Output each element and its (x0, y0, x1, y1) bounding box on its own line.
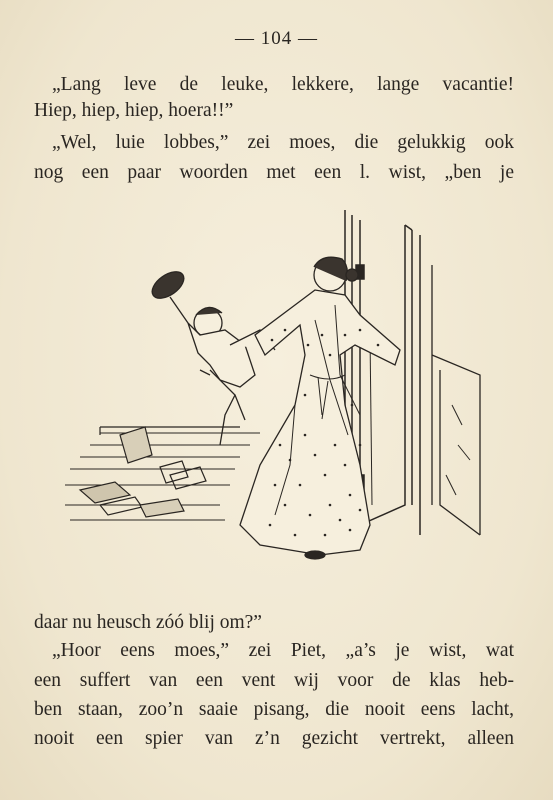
text-line: nooit een spier van z’n gezicht vertrekt, alleen (34, 728, 514, 749)
text-line: ben staan, zoo’n saaie pisang, die nooit eens lacht, (34, 699, 514, 720)
boy (148, 266, 275, 445)
text-line: „Lang leve de leuke, lekkere, lange vacantie! (52, 74, 514, 95)
illustration (60, 205, 490, 590)
wall (432, 265, 480, 535)
books (80, 427, 206, 517)
text-line: „Hoor eens moes,” zei Piet, „a’s je wist, wat (52, 640, 514, 661)
text-line: nog een paar woorden met een l. wist, „ben je (34, 162, 514, 183)
text-line: Hiep, hiep, hiep, hoera!!” (34, 100, 234, 121)
text-line: „Wel, luie lobbes,” zei moes, die gelukkig ook (52, 132, 514, 153)
page-number: — 104 — (235, 28, 318, 49)
text-line: daar nu heusch zóó blij om?” (34, 612, 262, 633)
text-line: een suffert van een vent wij voor de klas heb- (34, 670, 514, 691)
woman (240, 257, 400, 559)
